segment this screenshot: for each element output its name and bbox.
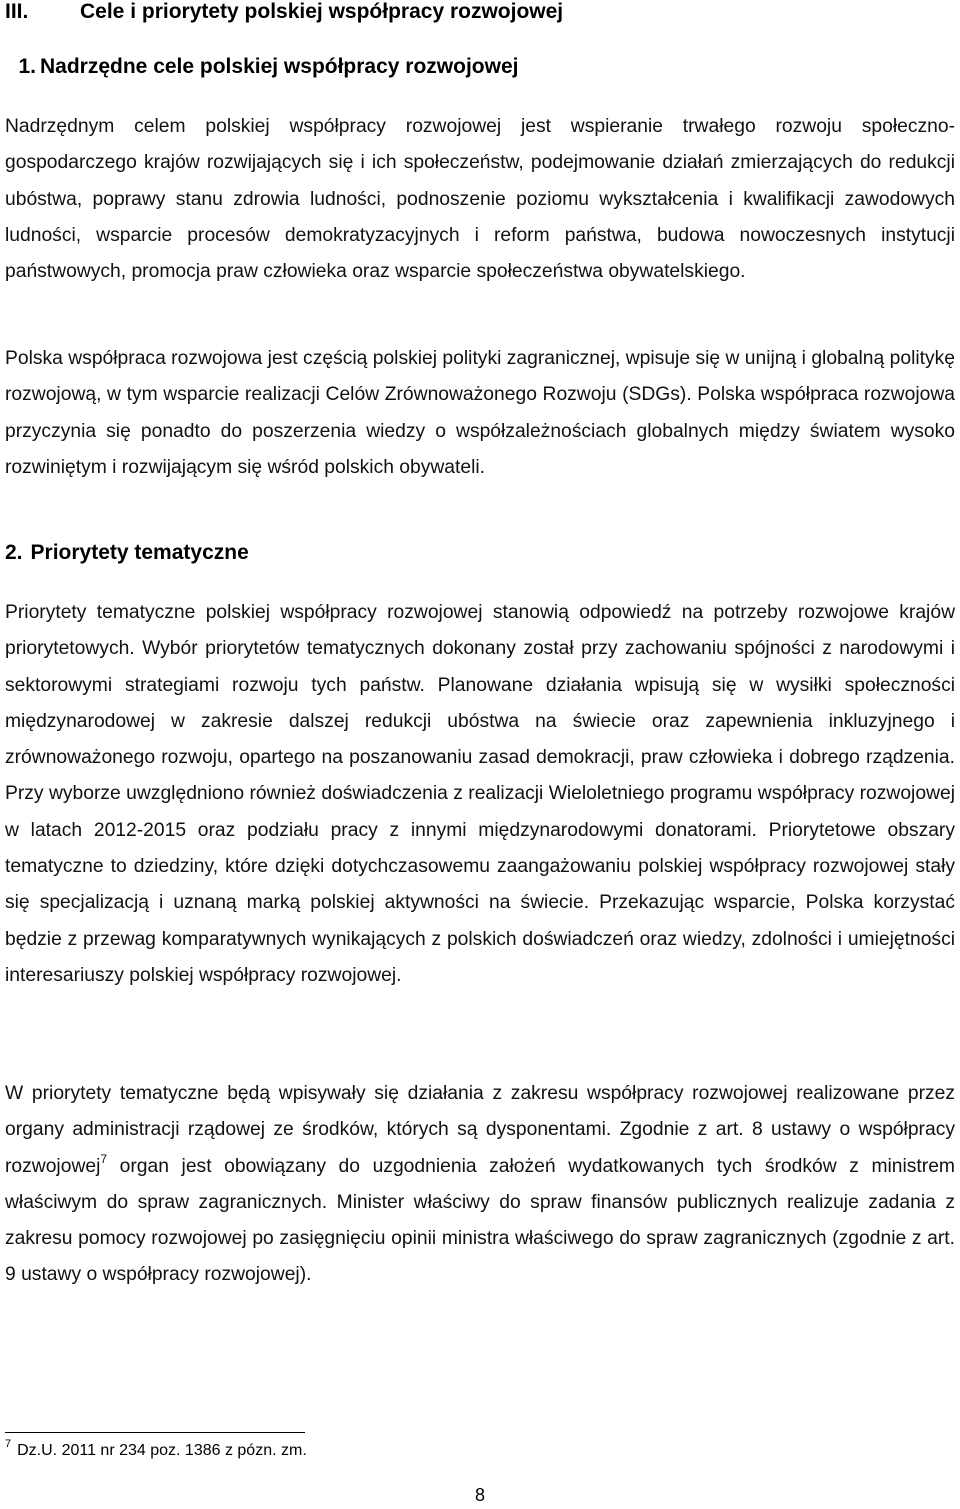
subsection-number-1: 1. (18, 55, 36, 78)
footnote-text: Dz.U. 2011 nr 234 poz. 1386 z pózn. zm. (17, 1442, 307, 1459)
subsection-title-2: Priorytety tematyczne (30, 541, 249, 564)
subsection-number-2: 2. (5, 541, 23, 564)
section-title: Cele i priorytety polskiej współpracy rozwojowej (80, 0, 564, 23)
subsection-title-1: Nadrzędne cele polskiej współpracy rozwojowej (40, 55, 519, 78)
footnote (5, 1440, 307, 1462)
section-number: III. (5, 0, 29, 23)
subsection-heading-1 (1, 55, 518, 81)
paragraph-foreign-policy: Polska współpraca rozwojowa jest częścią polskiej polityki zagranicznej, wpisuje się w unijną i globalną politykę rozwojową, w tym wsparcie realizacji Celów Zrównoważonego Rozwoju (SDGs). Polska współpraca rozwojowa przyczynia się ponadto do poszerzenia wiedzy o współzależnościach globalnych między światem wysoko rozwiniętym i rozwijającym się wśród polskich obywateli. (5, 348, 955, 478)
subsection-heading-2 (5, 541, 249, 567)
footnote-reference[interactable]: 7 (100, 1151, 108, 1166)
footnote-separator (5, 1432, 305, 1433)
footnote-marker: 7 (5, 1438, 12, 1450)
paragraph-thematic-priorities: Priorytety tematyczne polskiej współpracy rozwojowej stanowią odpowiedź na potrzeby rozwojowe krajów priorytetowych. Wybór priorytetów tematycznych dokonany został przy zachowaniu spójności z narodowymi i sektorowymi strategiami rozwoju tych państw. Planowane działania wpisują się w wysiłki społeczności międzynarodowej w zakresie dalszej redukcji ubóstwa na świecie oraz zapewnienia inkluzyjnego i zrównoważonego rozwoju, opartego na poszanowaniu zasad demokracji, praw człowieka i dobrego rządzenia. Przy wyborze uwzględniono również doświadczenia z realizacji Wieloletniego programu współpracy rozwojowej w latach 2012-2015 oraz podziału pracy z innymi międzynarodowymi donatorami. Priorytetowe obszary tematyczne to dziedziny, które dzięki dotychczasowemu zaangażowaniu polskiej współpracy rozwojowej stały się specjalizacją i uznaną marką polskiej aktywności na świecie. Przekazując wsparcie, Polska korzystać będzie z przewag komparatywnych wynikających z polskich doświadczeń oraz wiedzy, zdolności i umiejętności interesariuszy polskiej współpracy rozwojowej. (5, 602, 955, 986)
section-heading (5, 0, 563, 26)
paragraph-administration-text-after: organ jest obowiązany do uzgodnienia założeń wydatkowanych tych środków z ministrem właściwym do spraw zagranicznych. Minister właściwy do spraw finansów publicznych realizuje zadania z zakresu pomocy rozwojowej po zasięgnięciu opinii ministra właściwego do spraw zagranicznych (zgodnie z art. 9 ustawy o współpracy rozwojowej). (5, 1155, 955, 1286)
paragraph-goals: Nadrzędnym celem polskiej współpracy rozwojowej jest wspieranie trwałego rozwoju społeczno-gospodarczego krajów rozwijających się i ich społeczeństw, podejmowanie działań zmierzających do redukcji ubóstwa, poprawy stanu zdrowia ludności, podnoszenie poziomu wykształcenia i kwalifikacji zawodowych ludności, wsparcie procesów demokratyzacyjnych i reform państwa, budowa nowoczesnych instytucji państwowych, promocja praw człowieka oraz wsparcie społeczeństwa obywatelskiego. (5, 116, 955, 283)
paragraph-administration-text-before: W priorytety tematyczne będą wpisywały się działania z zakresu współpracy rozwojowej realizowane przez organy administracji rządowej ze środków, których są dysponentami. Zgodnie z art. 8 ustawy o współpracy rozwojowej (5, 1083, 955, 1177)
paragraph-administration (5, 1076, 955, 1294)
page-number: 8 (474, 1485, 485, 1505)
